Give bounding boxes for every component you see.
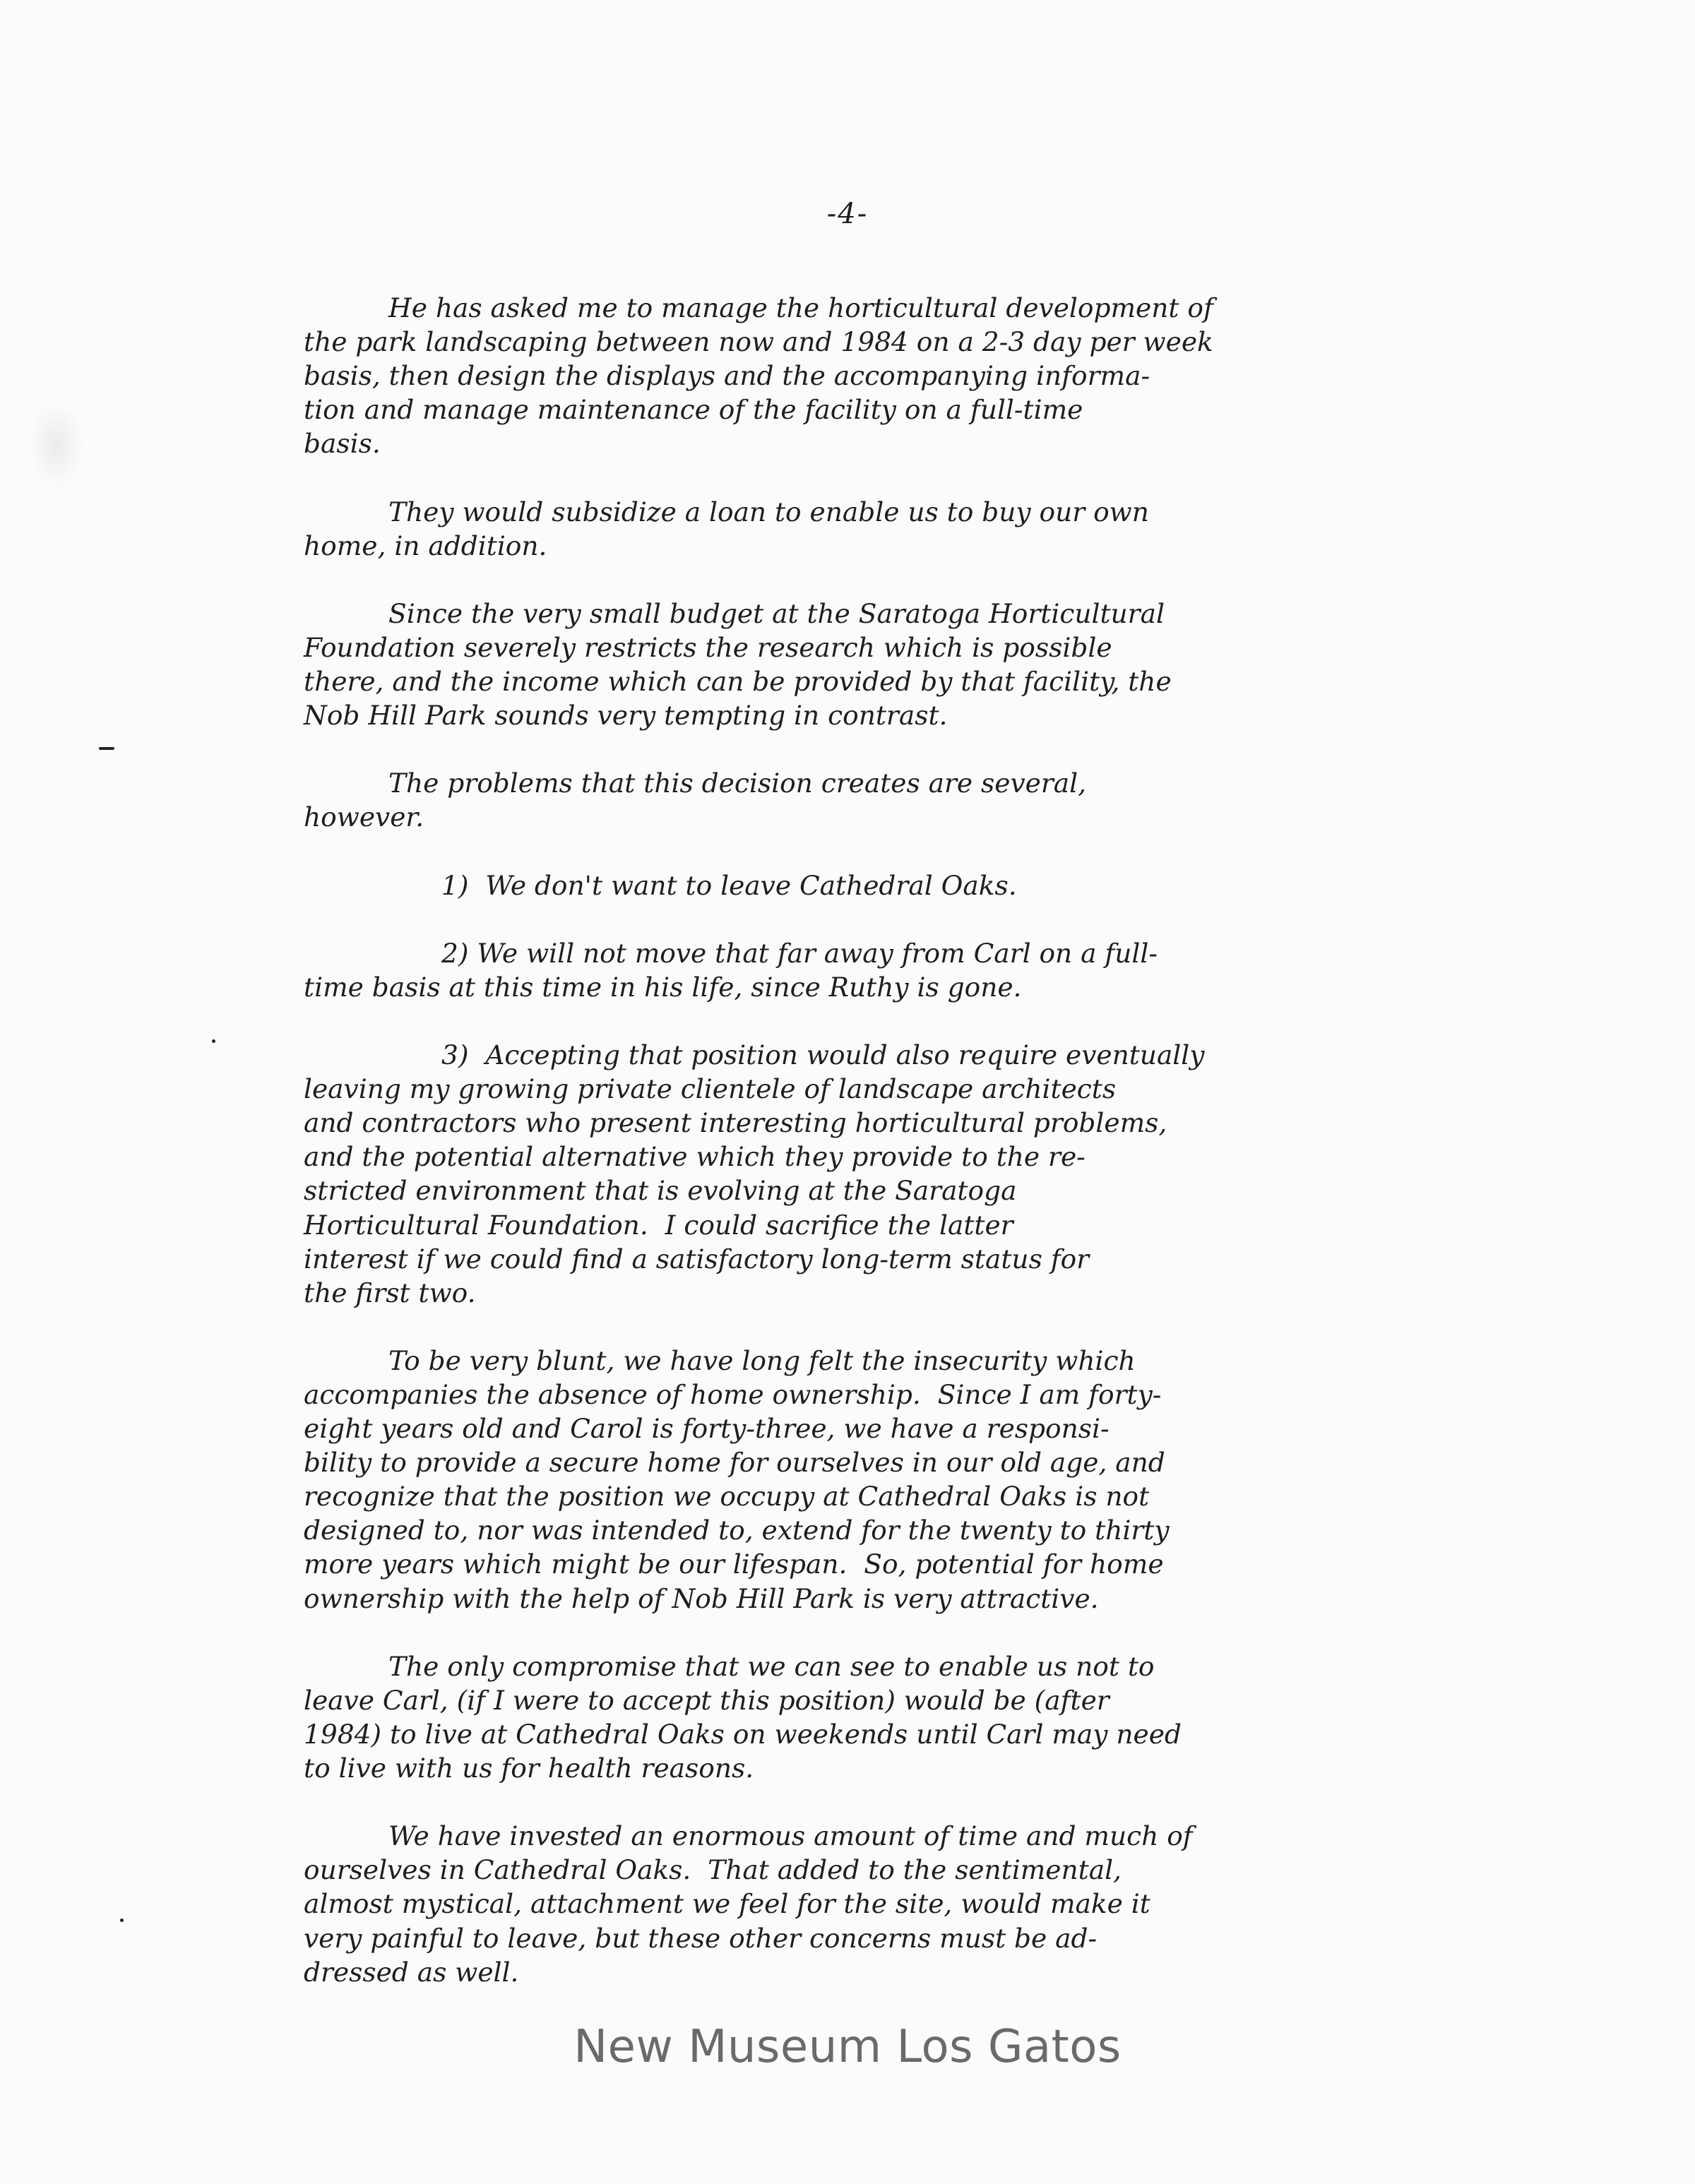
paragraph xyxy=(304,291,1434,460)
text-line: 1) We don't want to leave Cathedral Oaks. xyxy=(441,869,1017,901)
text-line: time basis at this time in his life, since Ruthy is gone. xyxy=(304,971,1022,1003)
text-line: leave Carl, (if I were to accept this position) would be (after xyxy=(304,1684,1110,1716)
text-line: basis. xyxy=(304,428,381,460)
text-line: Horticultural Foundation. I could sacrifice the latter xyxy=(304,1209,1013,1241)
text-line: To be very blunt, we have long felt the insecurity which xyxy=(388,1344,1136,1376)
paragraph xyxy=(304,1038,1434,1310)
text-line: recognize that the position we occupy at Cathedral Oaks is not xyxy=(304,1481,1150,1512)
watermark: New Museum Los Gatos xyxy=(573,2021,1122,2073)
text-line: The problems that this decision creates are several, xyxy=(388,768,1087,799)
text-line: designed to, nor was intended to, extend for the twenty to thirty xyxy=(304,1515,1170,1546)
text-line: bility to provide a secure home for ourselves in our old age, and xyxy=(304,1447,1165,1479)
page-number: -4- xyxy=(826,198,869,230)
text-line: The only compromise that we can see to enable us not to xyxy=(388,1650,1155,1682)
paper-smudge xyxy=(28,402,85,487)
ink-speck xyxy=(119,1918,124,1923)
text-line: the first two. xyxy=(304,1277,476,1308)
letter-body xyxy=(304,291,1434,2023)
text-line: He has asked me to manage the horticultural development of xyxy=(388,292,1213,323)
paragraph xyxy=(304,869,1434,902)
text-line: 1984) to live at Cathedral Oaks on weekends until Carl may need xyxy=(304,1718,1182,1750)
paragraph xyxy=(304,1649,1434,1785)
text-line: ownership with the help of Nob Hill Park is very attractive. xyxy=(304,1582,1099,1614)
text-line: We have invested an enormous amount of time and much of xyxy=(388,1820,1193,1852)
paragraph xyxy=(304,495,1434,563)
text-line: and the potential alternative which they provide to the re- xyxy=(304,1141,1086,1173)
margin-mark xyxy=(99,747,114,750)
text-line: home, in addition. xyxy=(304,530,547,561)
ink-speck xyxy=(212,1039,215,1043)
paragraph xyxy=(304,1344,1434,1616)
text-line: 2) We will not move that far away from Carl on a full- xyxy=(441,937,1158,969)
text-line: Nob Hill Park sounds very tempting in contrast. xyxy=(304,700,948,732)
text-line: and contractors who present interesting horticultural problems, xyxy=(304,1107,1167,1139)
text-line: stricted environment that is evolving at the Saratoga xyxy=(304,1175,1017,1207)
text-line: there, and the income which can be provided by that facility, the xyxy=(304,666,1172,698)
text-line: leaving my growing private clientele of landscape architects xyxy=(304,1073,1117,1105)
text-line: however. xyxy=(304,801,424,833)
paragraph xyxy=(304,597,1434,732)
text-line: They would subsidize a loan to enable us to buy our own xyxy=(388,496,1149,527)
text-line: more years which might be our lifespan. So, potential for home xyxy=(304,1549,1164,1580)
text-line: very painful to leave, but these other concerns must be ad- xyxy=(304,1922,1098,1954)
text-line: almost mystical, attachment we feel for the site, would make it xyxy=(304,1888,1150,1920)
text-line: eight years old and Carol is forty-three, we have a responsi- xyxy=(304,1413,1110,1445)
text-line: ourselves in Cathedral Oaks. That added to the sentimental, xyxy=(304,1854,1122,1886)
text-line: 3) Accepting that position would also require eventually xyxy=(441,1039,1205,1071)
text-line: tion and manage maintenance of the facility on a full-time xyxy=(304,394,1083,426)
text-line: accompanies the absence of home ownership. Since I am forty- xyxy=(304,1379,1162,1410)
text-line: interest if we could find a satisfactory long-term status for xyxy=(304,1243,1090,1275)
text-line: dressed as well. xyxy=(304,1956,519,1988)
paragraph xyxy=(304,766,1434,834)
text-line: the park landscaping between now and 1984 on a 2-3 day per week xyxy=(304,326,1213,358)
text-line: Foundation severely restricts the research which is possible xyxy=(304,631,1112,663)
paragraph xyxy=(304,936,1434,1004)
text-line: basis, then design the displays and the accompanying informa- xyxy=(304,360,1150,392)
text-line: to live with us for health reasons. xyxy=(304,1753,754,1784)
text-line: Since the very small budget at the Saratoga Horticultural xyxy=(388,597,1165,629)
paragraph xyxy=(304,1819,1434,1988)
